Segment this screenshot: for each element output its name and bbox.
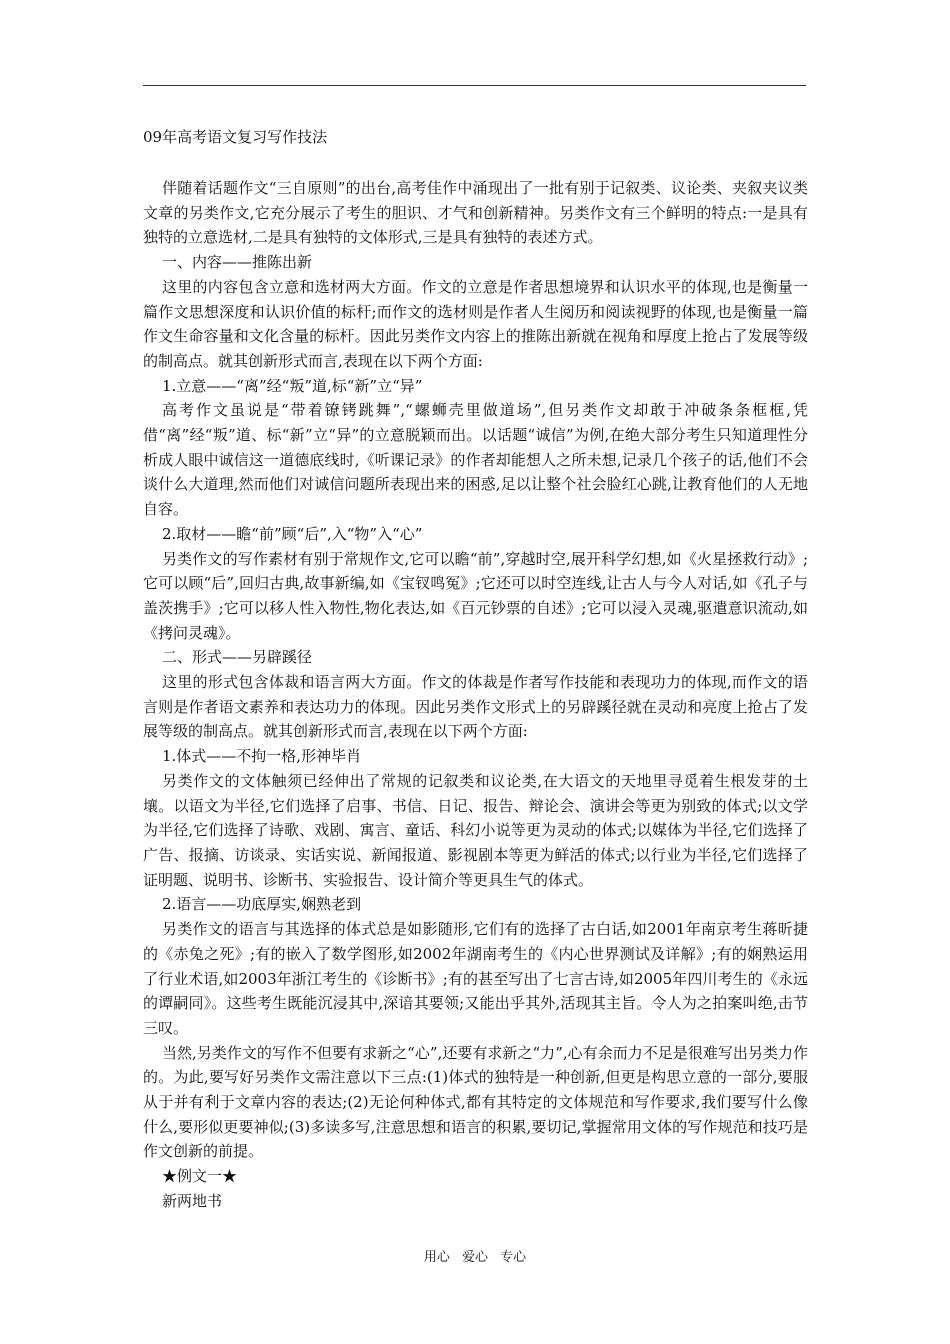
- body-paragraph: 这里的内容包含立意和选材两大方面。作文的立意是作者思想境界和认识水平的体现,也是衡量一篇作文思想深度和认识价值的标杆;而作文的选材则是作者人生阅历和阅读视野的体现,也是衡量一篇作文生命容量和文化含量的标杆。因此另类作文内容上的推陈出新就在视角和厚度上抢占了发展等级的制高点。就其创新形式而言,表现在以下两个方面:: [143, 277, 808, 370]
- section-heading-content: 一、内容——推陈出新: [162, 253, 313, 272]
- example-title: 新两地书: [162, 1191, 223, 1210]
- example-heading: ★例文一★: [162, 1167, 238, 1186]
- page-footer: 用心 爱心 专心: [423, 1250, 527, 1265]
- section-heading-form: 二、形式——另辟蹊径: [162, 648, 313, 667]
- body-paragraph: 这里的形式包含体裁和语言两大方面。作文的体裁是作者写作技能和表现功力的体现,而作文的语言则是作者语文素养和表达功力的体现。因此另类作文形式上的另辟蹊径就在灵动和亮度上抢占了发展等级的制高点。就其创新形式而言,表现在以下两个方面:: [143, 673, 808, 741]
- body-paragraph: 另类作文的写作素材有别于常规作文,它可以瞻“前”,穿越时空,展开科学幻想,如《火星拯救行动》;它可以顾“后”,回归古典,故事新编,如《宝钗鸣冤》;它还可以时空连线,让古人与今人对话,如《孔子与盖茨携手》;它可以移人性入物性,物化表达,如《百元钞票的自述》;它可以浸入灵魂,驱遣意识流动,如《拷问灵魂》。: [143, 549, 808, 642]
- body-paragraph: 当然,另类作文的写作不但要有求新之“心”,还要有求新之“力”,心有余而力不足是很难写出另类力作的。为此,要写好另类作文需注意以下三点:(1)体式的独特是一种创新,但更是构思立意的一部分,要服从于并有利于文章内容的表达;(2)无论何种体式,都有其特定的文体规范和写作要求,我们要写什么像什么,要形似更要神似;(3)多读多写,注意思想和语言的积累,要切记,掌握常用文体的写作规范和技巧是作文创新的前提。: [143, 1043, 808, 1161]
- body-paragraph: 高考作文虽说是“带着镣铐跳舞”,“螺蛳壳里做道场”,但另类作文却敢于冲破条条框框,凭借“离”经“叛”道、标“新”立“异”的立意脱颖而出。以话题“诚信”为例,在绝大部分考生只知道理性分析成人眼中诚信这一道德底线时,《听课记录》的作者却能想人之所未想,记录几个孩子的话,他们不会谈什么大道理,然而他们对诚信问题所表现出来的困惑,足以让整个社会脸红心跳,让教育他们的人无地自容。: [143, 401, 808, 519]
- document-title: 09年高考语文复习写作技法: [143, 128, 328, 146]
- intro-paragraph: 伴随着话题作文“三自原则”的出台,高考佳作中涌现出了一批有别于记叙类、议论类、夹叙夹议类文章的另类作文,它充分展示了考生的胆识、才气和创新精神。另类作文有三个鲜明的特点:一是具有独特的立意选材,二是具有独特的文体形式,三是具有独特的表述方式。: [143, 179, 808, 247]
- body-paragraph: 另类作文的语言与其选择的体式总是如影随形,它们有的选择了古白话,如2001年南京考生蒋昕捷的《赤兔之死》;有的嵌入了数学图形,如2002年湖南考生的《内心世界测试及详解》;有的娴熟运用了行业术语,如2003年浙江考生的《诊断书》;有的甚至写出了七言古诗,如2005年四川考生的《永远的谭嗣同》。这些考生既能沉浸其中,深谙其要领;又能出乎其外,活现其主旨。令人为之拍案叫绝,击节三叹。: [143, 920, 808, 1037]
- subsection-heading-language: 2.语言——功底厚实,娴熟老到: [162, 895, 362, 914]
- subsection-heading-material: 2.取材——瞻“前”顾“后”,入“物”入“心”: [162, 524, 423, 543]
- header-rule: [143, 85, 806, 86]
- body-paragraph: 另类作文的文体触须已经伸出了常规的记叙类和议论类,在大语文的天地里寻觅着生根发芽的土壤。以语文为半径,它们选择了启事、书信、日记、报告、辩论会、演讲会等更为别致的体式;以文学为半径,它们选择了诗歌、戏剧、寓言、童话、科幻小说等更为灵动的体式;以媒体为半径,它们选择了广告、报摘、访谈录、实话实说、新闻报道、影视剧本等更为鲜活的体式;以行业为半径,它们选择了证明题、说明书、诊断书、实验报告、设计简介等更具生气的体式。: [143, 771, 808, 889]
- subsection-heading-style: 1.体式——不拘一格,形神毕肖: [162, 747, 362, 766]
- subsection-heading-idea: 1.立意——“离”经“叛”道,标“新”立“异”: [162, 376, 423, 395]
- document-body: [143, 176, 808, 1214]
